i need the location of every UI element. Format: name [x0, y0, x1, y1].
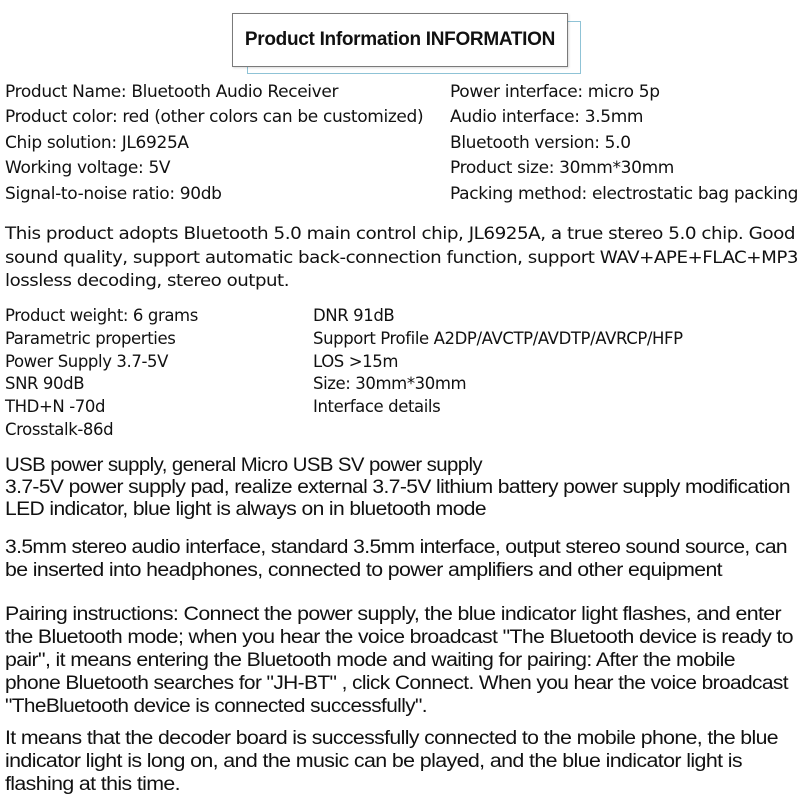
- info-line: Product Name: Bluetooth Audio Receiver: [5, 82, 339, 102]
- info-line: Product size: 30mm*30mm: [450, 158, 674, 178]
- info-line: Product color: red (other colors can be customized): [5, 107, 424, 127]
- spec-line: Crosstalk-86d: [5, 420, 114, 439]
- description-line: sound quality, support automatic back-connection function, support WAV+APE+FLAC+MP3: [5, 248, 798, 268]
- pairing-line: the Bluetooth mode; when you hear the voice broadcast "The Bluetooth device is ready to: [5, 627, 793, 648]
- title-banner: [232, 13, 582, 75]
- description-line: lossless decoding, stereo output.: [5, 271, 289, 291]
- spec-line: Support Profile A2DP/AVCTP/AVDTP/AVRCP/HFP: [313, 329, 683, 348]
- spec-line: SNR 90dB: [5, 374, 85, 393]
- page-title: Product Information INFORMATION: [244, 29, 556, 50]
- pairing-line: pair", it means entering the Bluetooth mode and waiting for pairing: After the mobile: [5, 650, 735, 671]
- info-line: Signal-to-noise ratio: 90db: [5, 184, 222, 204]
- info-line: Audio interface: 3.5mm: [450, 107, 644, 127]
- connected-line: flashing at this time.: [5, 774, 181, 795]
- info-line: Power interface: micro 5p: [450, 82, 660, 102]
- interface-line: LED indicator, blue light is always on in bluetooth mode: [5, 499, 487, 520]
- description-line: This product adopts Bluetooth 5.0 main control chip, JL6925A, a true stereo 5.0 chip. Good: [5, 224, 795, 244]
- info-line: Working voltage: 5V: [5, 158, 171, 178]
- spec-line: DNR 91dB: [313, 306, 395, 325]
- spec-line: Interface details: [313, 397, 441, 416]
- spec-line: Power Supply 3.7-5V: [5, 352, 168, 371]
- connected-line: It means that the decoder board is successfully connected to the mobile phone, the blue: [5, 728, 778, 749]
- info-line: Chip solution: JL6925A: [5, 133, 189, 153]
- pairing-line: Pairing instructions: Connect the power supply, the blue indicator light flashes, and enter: [5, 604, 781, 625]
- pairing-line: phone Bluetooth searches for "JH-BT" , click Connect. When you hear the voice broadcast: [5, 673, 788, 694]
- audio-line: 3.5mm stereo audio interface, standard 3.5mm interface, output stereo sound source, can: [5, 537, 787, 558]
- spec-line: Parametric properties: [5, 329, 176, 348]
- audio-line: be inserted into headphones, connected to power amplifiers and other equipment: [5, 560, 722, 581]
- interface-line: USB power supply, general Micro USB SV power supply: [5, 455, 483, 476]
- title-box: [232, 13, 568, 67]
- info-line: Bluetooth version: 5.0: [450, 133, 631, 153]
- pairing-line: "TheBluetooth device is connected successfully".: [5, 696, 427, 717]
- interface-line: 3.7-5V power supply pad, realize external 3.7-5V lithium battery power supply modification: [5, 477, 790, 498]
- spec-line: THD+N -70d: [5, 397, 106, 416]
- spec-line: Size: 30mm*30mm: [313, 374, 467, 393]
- spec-line: LOS >15m: [313, 352, 399, 371]
- connected-line: indicator light is long on, and the music can be played, and the blue indicator light is: [5, 751, 742, 772]
- info-line: Packing method: electrostatic bag packing: [450, 184, 799, 204]
- spec-line: Product weight: 6 grams: [5, 306, 198, 325]
